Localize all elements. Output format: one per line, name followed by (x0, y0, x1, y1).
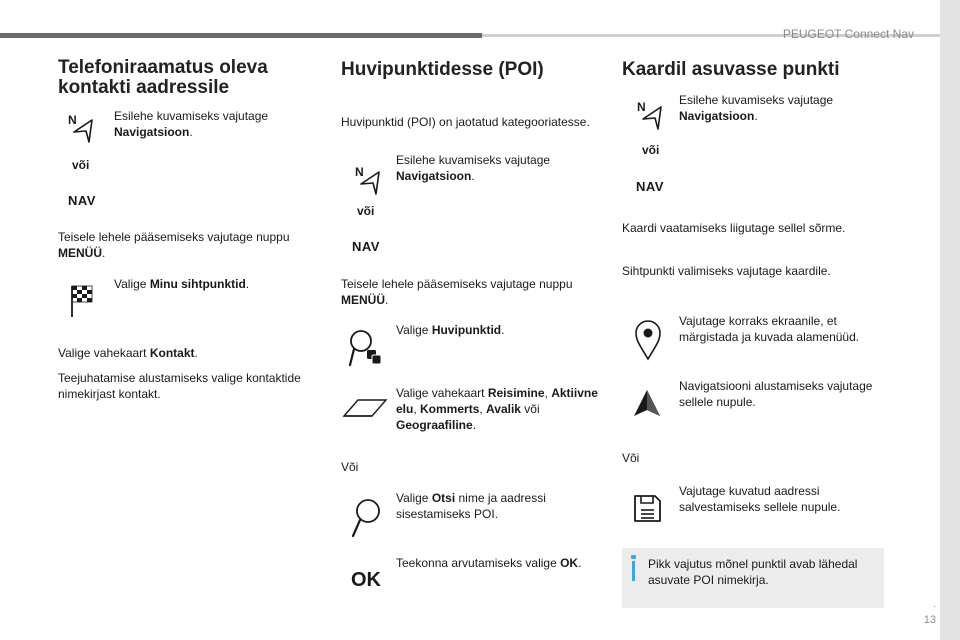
info-note (622, 548, 884, 608)
step-navigation: Esilehe kuvamiseks vajutage Navigatsioon. (396, 153, 551, 183)
poi-intro: Huvipunktid (POI) on jaotatud kategooriatesse. (341, 115, 590, 129)
step-menu: Teisele lehele pääsemiseks vajutage nuppu MENÜÜ. (58, 230, 290, 260)
or-label: või (357, 204, 375, 218)
map-pin-icon (633, 319, 663, 361)
step-my-destinations: Valige Minu sihtpunktid. (114, 277, 250, 291)
road-category-icon (342, 398, 388, 418)
svg-text:N: N (637, 100, 646, 114)
step-contact-tab: Valige vahekaart Kontakt. (58, 346, 198, 360)
svg-text:N: N (355, 165, 364, 179)
map-move-text: Kaardi vaatamiseks liigutage sellel sõrme. (622, 221, 846, 235)
section-title-poi: Huvipunktidesse (POI) (341, 59, 544, 80)
or-label: Või (341, 460, 359, 474)
step-start-navigation: Navigatsiooni alustamiseks vajutage sellele nupule. (679, 379, 873, 409)
brand-header: PEUGEOT Connect Nav (782, 27, 914, 41)
compass-north-icon (66, 113, 96, 143)
nav-button[interactable]: NAV (68, 193, 96, 208)
page-separator: . (933, 599, 936, 610)
ok-button[interactable]: OK (351, 569, 381, 591)
step-select-contact: Teejuhatamise alustamiseks valige kontaktide nimekirjast kontakt. (58, 371, 301, 401)
info-icon-bar (632, 561, 635, 581)
nav-button[interactable]: NAV (352, 239, 380, 254)
search-icon (350, 498, 382, 538)
step-navigation: Esilehe kuvamiseks vajutage Navigatsioon. (114, 109, 269, 139)
compass-north-icon (353, 165, 383, 195)
or-label: Või (622, 451, 640, 465)
nav-button[interactable]: NAV (636, 179, 664, 194)
section-title-map-point: Kaardil asuvasse punkti (622, 59, 840, 80)
checkered-flag-icon (68, 284, 96, 318)
compass-north-icon (635, 100, 665, 130)
section-title-contact: Telefoniraamatus oleva kontakti aadressile (58, 57, 268, 98)
poi-category-icon (348, 328, 384, 368)
or-label: või (72, 158, 90, 172)
info-note-text: Pikk vajutus mõnel punktil avab lähedal asuvate POI nimekirja. (648, 557, 858, 587)
header-rule (0, 33, 482, 38)
navigate-arrow-icon (632, 389, 662, 417)
save-disk-icon (632, 493, 662, 523)
step-category-tab: Valige vahekaart Reisimine, Aktiivne elu, Kommerts, Avalik või Geograafiline. (396, 386, 598, 432)
or-label: või (642, 143, 660, 157)
step-poi: Valige Huvipunktid. (396, 323, 505, 337)
step-menu: Teisele lehele pääsemiseks vajutage nuppu MENÜÜ. (341, 277, 573, 307)
page-number: 13 (923, 614, 936, 626)
step-tap-screen: Vajutage korraks ekraanile, et märgistada ja kuvada alamenüüd. (679, 314, 860, 344)
step-ok: Teekonna arvutamiseks valige OK. (396, 556, 582, 570)
step-save-address: Vajutage kuvatud aadressi salvestamiseks sellele nupule. (679, 484, 841, 514)
step-navigation: Esilehe kuvamiseks vajutage Navigatsioon. (679, 93, 834, 123)
info-icon (631, 555, 636, 559)
page-sidebar (940, 0, 960, 640)
step-search: Valige Otsi nime ja aadressi sisestamiseks POI. (396, 491, 546, 521)
svg-text:N: N (68, 113, 77, 127)
map-select-text: Sihtpunkti valimiseks vajutage kaardile. (622, 264, 831, 278)
